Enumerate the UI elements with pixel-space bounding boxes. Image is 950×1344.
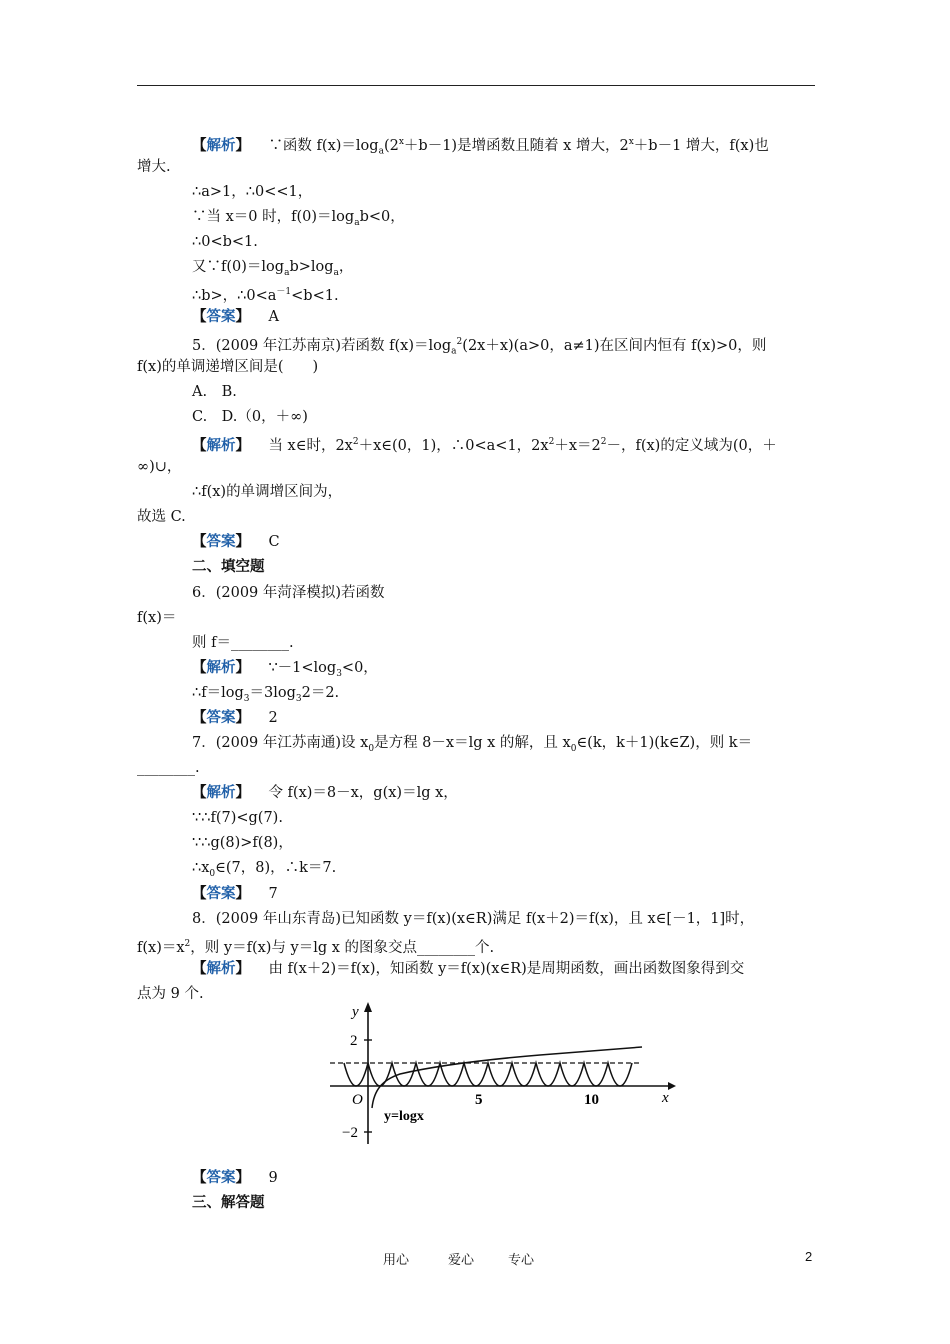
origin-label: O — [352, 1092, 363, 1108]
x-axis-label: x — [662, 1090, 669, 1106]
y-axis-label: y — [352, 1004, 359, 1020]
text-line: C. D.（0，＋∞) — [192, 409, 308, 425]
tick-label-neg2: −2 — [342, 1125, 358, 1141]
header-rule — [137, 85, 815, 86]
text-line: ∵当 x＝0 时，$f(0)=\log_ab<0$， — [192, 209, 405, 228]
label-tag: 【答案】 — [192, 308, 250, 325]
tagged-line: 【答案】 9 — [192, 1169, 278, 1186]
text-line: 则 f＝________. — [192, 635, 294, 651]
text-line: 又$\because f(0)=\log_ab>\log_a$， — [192, 259, 354, 278]
tagged-line: 【解析】 $\because-1<\log_3<0$， — [192, 659, 378, 679]
text-line: f(x)的单调递增区间是( ) — [137, 359, 319, 375]
text-line: 点为 9 个. — [137, 986, 204, 1002]
text-line: ∴0<b<1. — [192, 234, 258, 250]
function-graph — [320, 998, 680, 1148]
text-line: ∵∴f(7)<g(7). — [192, 810, 283, 826]
tagged-line: 【解析】 令 f(x)＝8－x，g(x)＝lg x， — [192, 784, 458, 801]
section-title: 三、解答题 — [192, 1194, 265, 1211]
tagged-line: 【答案】 C — [192, 533, 280, 550]
text-line: f(x)＝ — [137, 610, 177, 626]
tagged-line: 【解析】 ∵函数 $f(x)=\log_a(2^x+b-1)$是增函数且随着 x 增大，$2^x+b-1$ 增大，f(x)也 — [192, 136, 769, 157]
footer-left: 用心 — [383, 1253, 410, 1268]
text-line: 增大. — [137, 159, 171, 175]
curve-label: y=logx — [384, 1109, 424, 1124]
text-line: 7．(2009 年江苏南通)设 $x_0$是方程 8－x＝lg x 的解，且 $x_0\in(k$，k＋1)(k∈Z)，则 k＝ — [192, 735, 753, 754]
text-line: $f(x)=x^2$，则 y＝f(x)与 y＝lg x 的图象交点________个. — [137, 939, 495, 956]
label-tag: 【答案】 — [192, 1169, 250, 1186]
label-tag: 【答案】 — [192, 533, 250, 550]
text-line: 8．(2009 年山东青岛)已知函数 y＝f(x)(x∈R)满足 f(x＋2)＝f(x)，且 x∈[－1，1]时， — [192, 911, 755, 927]
label-tag: 【解析】 — [192, 960, 250, 977]
text-line: $\therefore x_0\in(7$，8)，∴k＝7. — [192, 860, 337, 879]
periodic-parabola — [344, 1063, 632, 1086]
text-line: ________. — [137, 760, 200, 776]
y-axis-arrow — [364, 1002, 372, 1012]
text-line: $\therefore f=\log_3=3\log_32=2$. — [192, 685, 340, 704]
page-number: 2 — [805, 1249, 813, 1264]
tagged-line: 【答案】 A — [192, 308, 279, 325]
text-line: ∴b>，$\therefore 0<a^{-1}<b<1$. — [192, 287, 339, 304]
tick-label-5: 5 — [475, 1092, 483, 1108]
text-line: ∴a>1，∴0<<1， — [192, 184, 313, 200]
tagged-line: 【答案】 7 — [192, 885, 278, 902]
label-tag: 【答案】 — [192, 709, 250, 726]
label-tag: 【解析】 — [192, 136, 250, 154]
tagged-line: 【解析】 由 f(x＋2)＝f(x)，知函数 y＝f(x)(x∈R)是周期函数，画出函数图象得到交 — [192, 960, 745, 977]
tagged-line: 【答案】 2 — [192, 709, 278, 726]
footer-right: 专心 — [508, 1253, 535, 1268]
label-tag: 【解析】 — [192, 436, 250, 454]
text-line: ∵∴g(8)>f(8)， — [192, 835, 293, 851]
text-line: A. B. — [192, 384, 237, 400]
x-axis-arrow — [668, 1082, 676, 1090]
text-line: 5．(2009 年江苏南京)若函数 $f(x)=\log_a^2(2x+x)(a>0$，a≠1)在区间内恒有 f(x)>0，则 — [192, 337, 767, 357]
footer-mid: 爱心 — [448, 1253, 475, 1268]
section-heading — [192, 1193, 265, 1213]
label-tag: 【答案】 — [192, 885, 250, 902]
tick-label-2: 2 — [350, 1033, 358, 1049]
tick-label-10: 10 — [584, 1092, 599, 1108]
text-line: ∴f(x)的单调增区间为， — [192, 484, 343, 500]
text-line: 故选 C. — [137, 509, 186, 525]
label-tag: 【解析】 — [192, 784, 250, 801]
section-title: 二、填空题 — [192, 558, 265, 575]
tagged-line: 【解析】 当 x∈时，$2x^2+x\in(0$，1)，∴0<a<1，$2x^2+x=2^2-$，f(x)的定义域为(0，＋ — [192, 436, 777, 454]
section-heading — [192, 557, 265, 577]
text-line: 6．(2009 年菏泽模拟)若函数 — [192, 585, 385, 601]
label-tag: 【解析】 — [192, 659, 250, 676]
text-line: ∞)∪， — [137, 459, 182, 475]
